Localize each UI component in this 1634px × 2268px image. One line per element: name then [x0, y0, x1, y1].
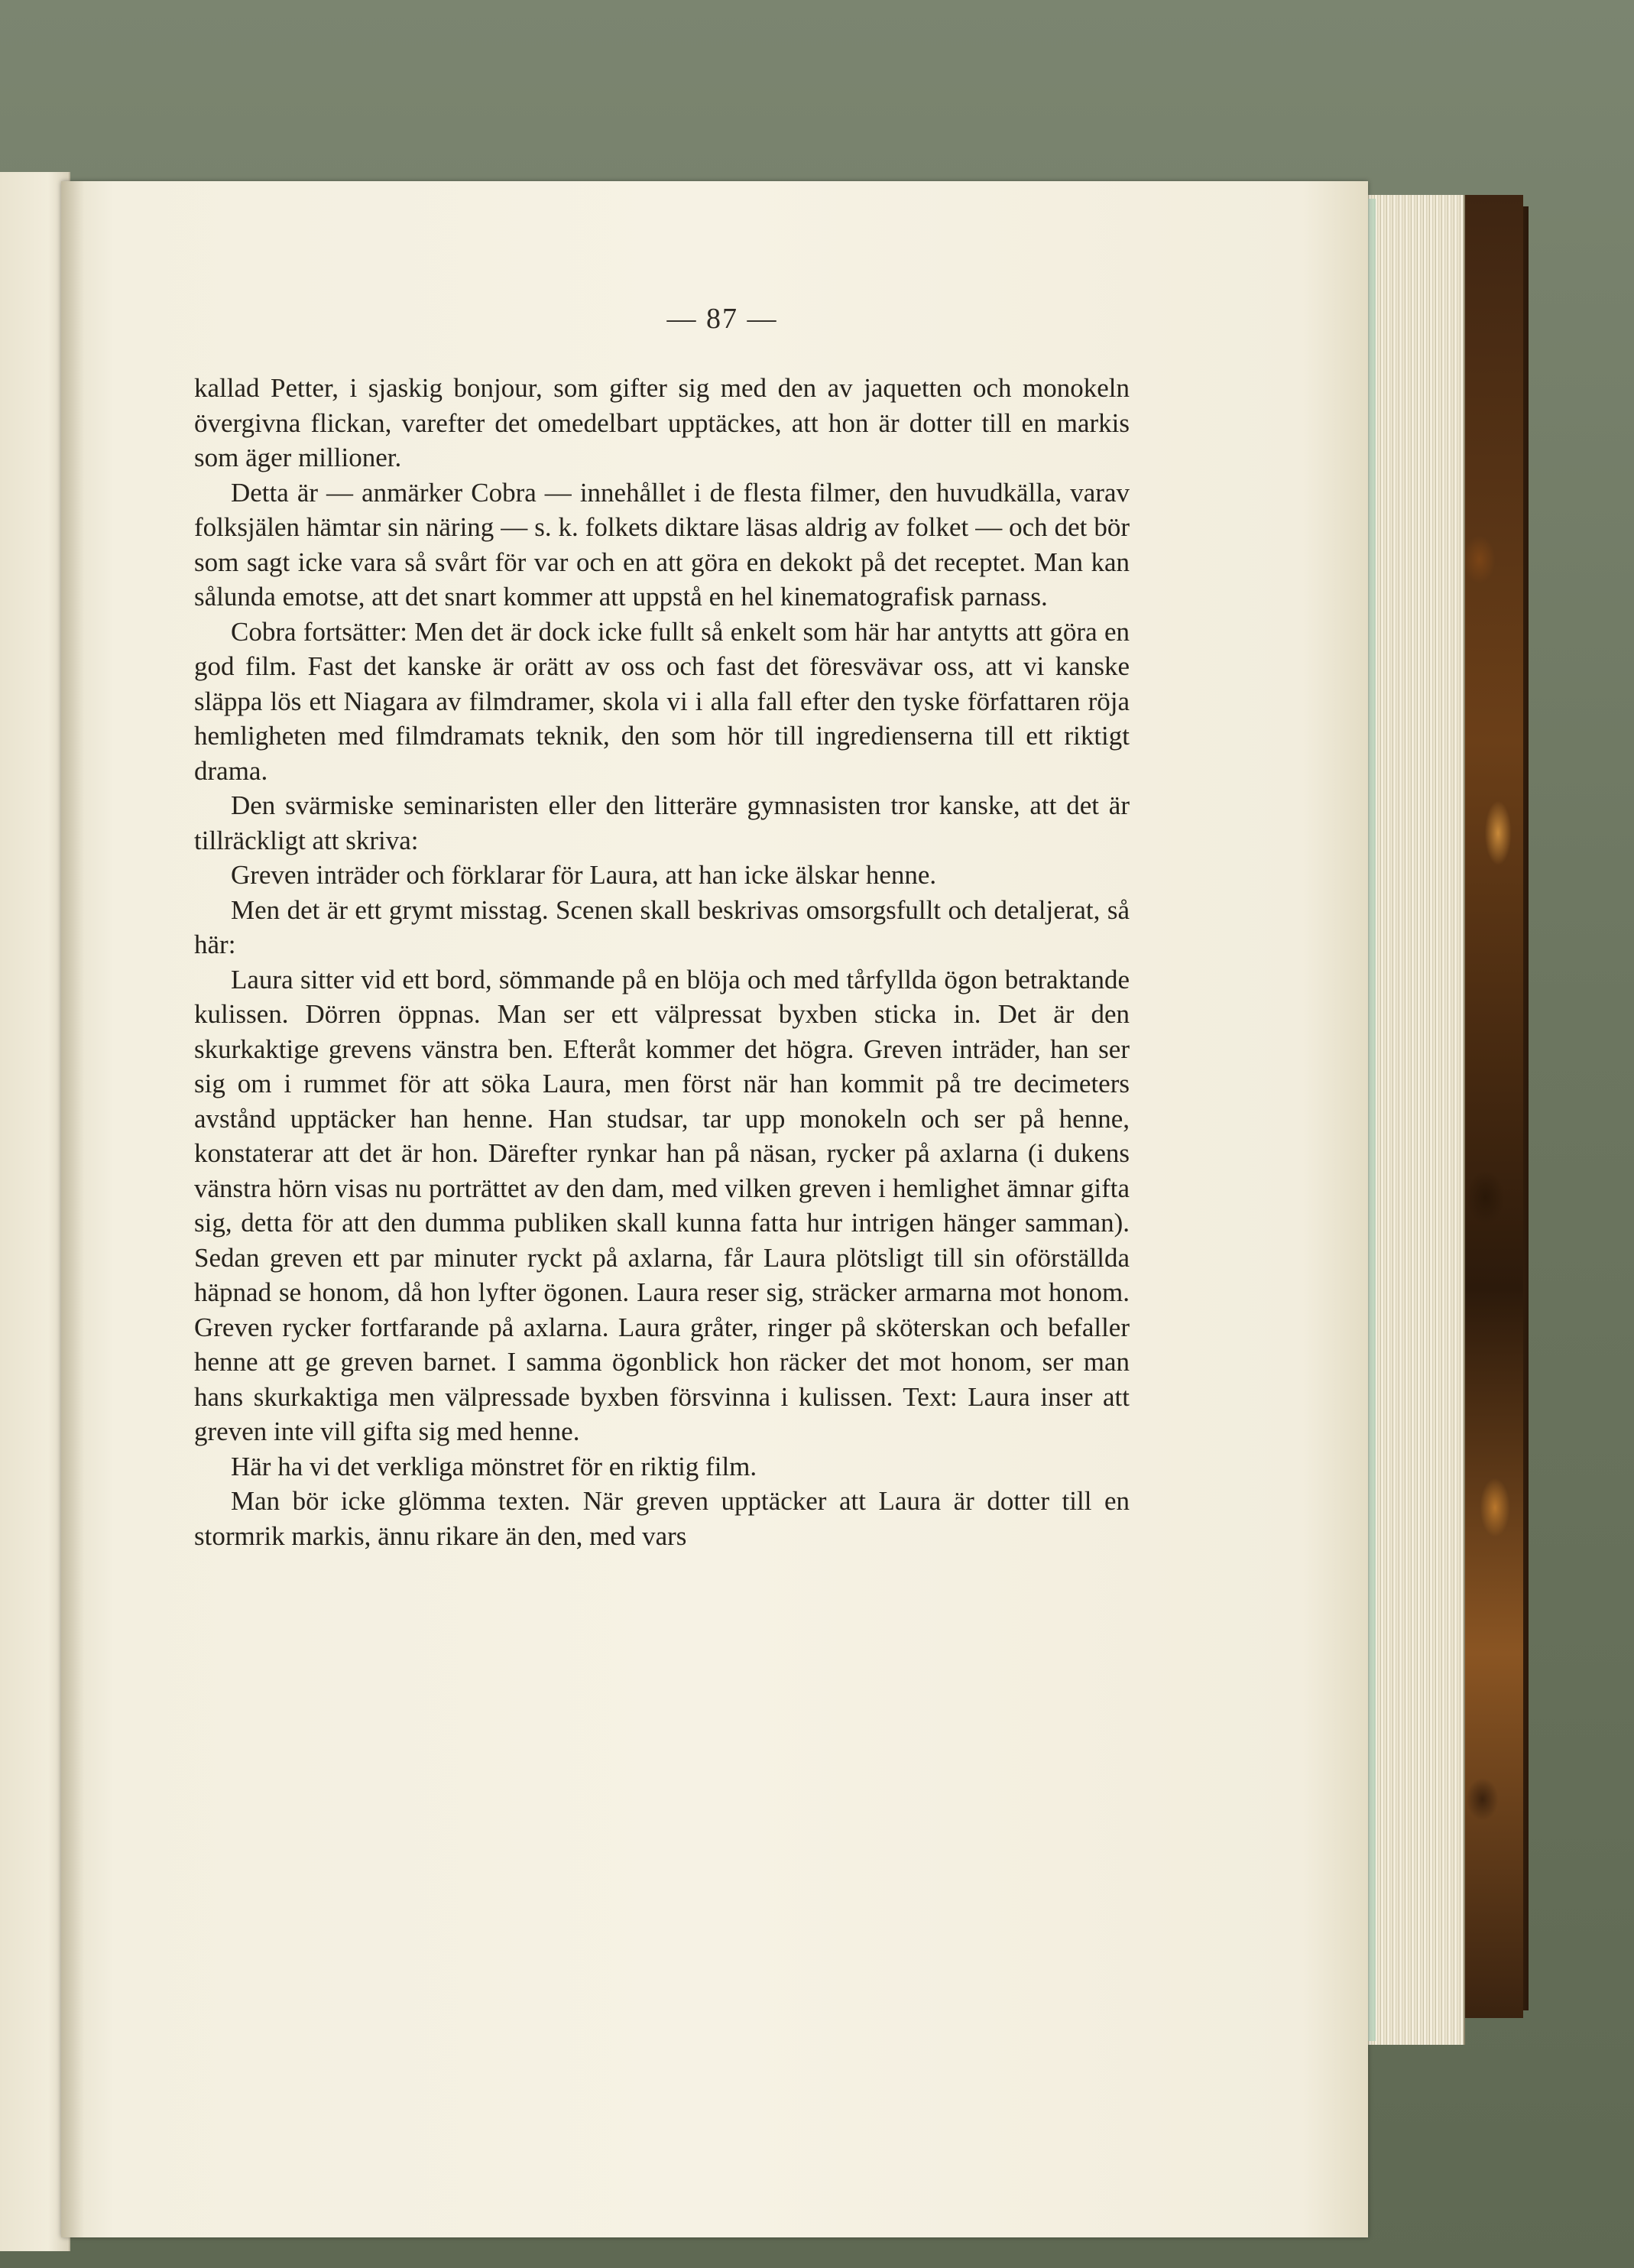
paragraph: Laura sitter vid ett bord, sömmande på en blöja och med tårfyllda ögon betraktande kulissen. Dörren öppnas. Man ser ett välpressat byxben sticka in. Det är den skurkaktige grevens vänstra ben. Efteråt kommer det högra. Greven inträder, han ser sig om i rummet för att söka Laura, men först när han kommit på tre decimeters avstånd upptäcker han henne. Han studsar, tar upp monokeln och ser på henne, konstaterar att det är hon. Därefter rynkar han på näsan, rycker på axlarna (i dukens vänstra hörn visas nu porträttet av den dam, med vilken greven i hemlighet ämnar gifta sig, detta för att den dumma publiken skall kunna fatta hur intrigen hänger samman). Sedan greven ett par minuter ryckt på axlarna, får Laura plötsligt till sin oförställda häpnad se honom, då hon lyfter ögonen. Laura reser sig, sträcker armarna mot honom. Greven rycker fortfarande på axlarna. Laura gråter, ringer på sköterskan och befaller henne att ge greven barnet. I samma ögonblick hon räcker det mot honom, ser man hans skurkaktiga men välpressade byxben försvinna i kulissen. Text: Laura inser att greven inte vill gifta sig med henne. [194, 964, 1130, 1446]
paragraph: Men det är ett grymt misstag. Scenen skall beskrivas omsorgsfullt och detaljerat, så här: [194, 894, 1130, 959]
page-body-text [194, 371, 1130, 1553]
paragraph: Den svärmiske seminaristen eller den litteräre gymnasisten tror kanske, att det är tillräckligt att skriva: [194, 790, 1130, 855]
paragraph: kallad Petter, i sjaskig bonjour, som gifter sig med den av jaquetten och monokeln övergivna flickan, varefter det omedelbart upptäckes, att hon är dotter till en markis som äger millioner. [194, 373, 1130, 472]
paragraph: Man bör icke glömma texten. När greven upptäcker att Laura är dotter till en stormrik markis, ännu rikare än den, med vars [194, 1486, 1130, 1551]
marbled-book-cover [1456, 195, 1523, 2018]
paragraph: Detta är — anmärker Cobra — innehållet i de flesta filmer, den huvudkälla, varav folksjälen hämtar sin näring — s. k. folkets diktare läsas aldrig av folket — och det bör som sagt icke vara så svårt för var och en att göra en dekokt på det receptet. Man kan sålunda emotse, att det snart kommer att uppstå en hel kinematografisk parnass. [194, 477, 1130, 612]
page-number: — 87 — [666, 303, 778, 335]
page-gutter-shadow [61, 181, 84, 2237]
previous-page-edge [0, 172, 70, 2251]
paragraph: Greven inträder och förklarar för Laura, att han icke älskar henne. [231, 860, 937, 890]
paragraph: Cobra fortsätter: Men det är dock icke fullt så enkelt som här har antytts att göra en god film. Fast det kanske är orätt av oss och fast det föresvävar oss, att vi kanske släppa lös ett Niagara av filmdramer, skola vi i alla fall efter den tyske författaren röja hemligheten med filmdramats teknik, den som hör till ingredienserna till ett riktigt drama. [194, 616, 1130, 786]
paragraph: Här ha vi det verkliga mönstret för en riktig film. [231, 1451, 757, 1481]
